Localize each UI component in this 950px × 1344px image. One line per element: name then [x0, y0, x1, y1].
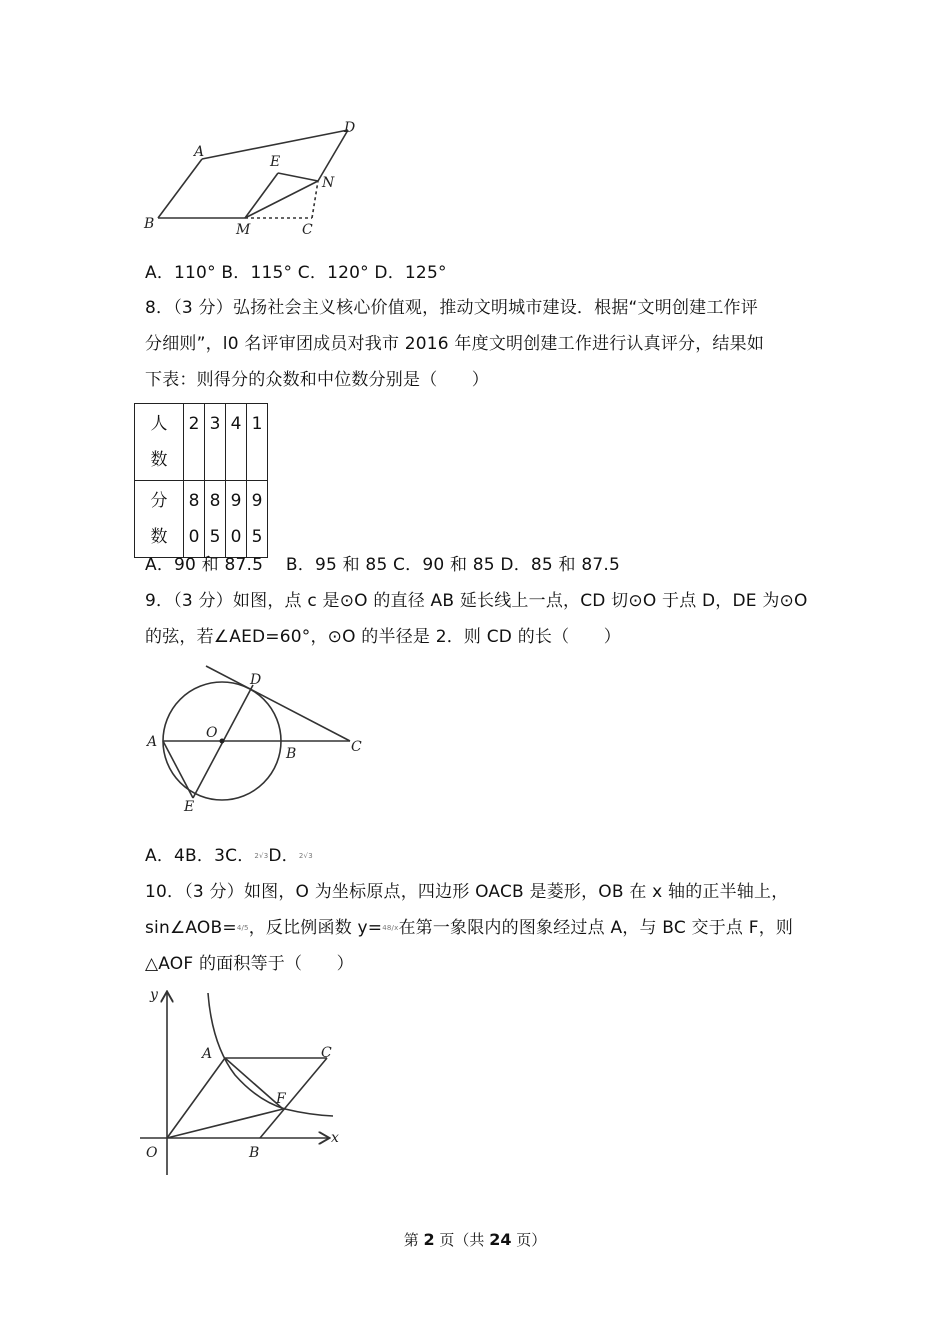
fig1-label-A: A — [194, 144, 205, 160]
q9-options: A．4B．3C．2√3D．2√3 — [145, 846, 313, 866]
fig3-label-x: x — [331, 1130, 339, 1146]
page-footer: 第 2 页（共 24 页） — [403, 1230, 547, 1249]
fig3-label-B: B — [249, 1145, 260, 1161]
figure-parallelogram — [140, 118, 380, 243]
parallelogram-lines — [158, 130, 348, 218]
fig2-label-C: C — [351, 739, 362, 755]
table-cell: 8 5 — [205, 481, 226, 558]
fig3-label-F: F — [276, 1091, 286, 1107]
q9-line2: 的弦，若∠AED=60°，⊙O 的半径是 2．则 CD 的长（ ） — [145, 627, 621, 647]
rhombus-lines — [167, 993, 333, 1138]
center-point — [220, 739, 225, 744]
fig1-label-B: B — [144, 216, 155, 232]
table-cell: 9 5 — [247, 481, 268, 558]
q10-line1: 10．（3 分）如图，O 为坐标原点，四边形 OACB 是菱形，OB 在 x 轴的正半轴上， — [145, 882, 789, 902]
figure-circle-tangent — [140, 660, 380, 820]
table-cell: 9 0 — [226, 481, 247, 558]
fig3-label-y: y — [150, 987, 158, 1003]
fig1-label-M: M — [236, 222, 251, 238]
fig2-label-O: O — [206, 725, 218, 741]
table-row — [135, 404, 268, 481]
fig1-label-D: D — [344, 120, 356, 136]
fig1-label-C: C — [302, 222, 313, 238]
fig1-label-N: N — [322, 175, 335, 191]
table-cell: 1 — [247, 404, 268, 481]
q9-line1: 9．（3 分）如图，点 c 是⊙O 的直径 AB 延长线上一点，CD 切⊙O 于点 D，DE 为⊙O — [145, 591, 808, 611]
q8-line2: 分细则”，l0 名评审团成员对我市 2016 年度文明创建工作进行认真评分，结果如 — [145, 334, 765, 354]
fig3-label-A: A — [202, 1046, 213, 1062]
table-cell: 2 — [184, 404, 205, 481]
fig1-label-E: E — [270, 154, 281, 170]
fig2-label-D: D — [250, 672, 262, 688]
fig2-label-A: A — [147, 734, 158, 750]
table-row — [135, 481, 268, 558]
fig2-label-B: B — [286, 746, 297, 762]
q8-options: A．90 和 87.5 B．95 和 85 C．90 和 85 D．85 和 87.5 — [145, 555, 620, 575]
figure-rhombus-hyperbola — [140, 985, 360, 1180]
fig2-label-E: E — [184, 799, 195, 815]
table-cell: 8 0 — [184, 481, 205, 558]
table-head-score: 分 数 — [135, 481, 184, 558]
table-cell: 3 — [205, 404, 226, 481]
table-cell: 4 — [226, 404, 247, 481]
fig3-label-O: O — [146, 1145, 158, 1161]
table-head-people: 人 数 — [135, 404, 184, 481]
q10-line3: △AOF 的面积等于（ ） — [145, 954, 354, 974]
q8-line3: 下表：则得分的众数和中位数分别是（ ） — [145, 370, 489, 390]
axes — [140, 993, 328, 1175]
q7-options: A．110° B．115° C．120° D．125° — [145, 263, 447, 283]
q8-line1: 8．（3 分）弘扬社会主义核心价值观，推动文明城市建设．根据“文明创建工作评 — [145, 298, 758, 318]
score-table — [134, 403, 268, 558]
q10-line2: sin∠AOB=4/5，反比例函数 y=48/x在第一象限内的图象经过点 A，与 BC 交于点 F，则 — [145, 918, 794, 938]
fig3-label-C: C — [321, 1045, 332, 1061]
